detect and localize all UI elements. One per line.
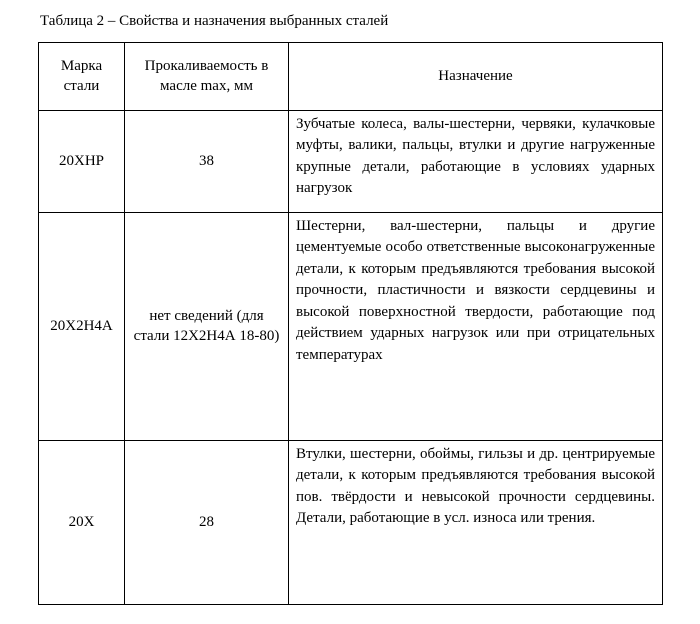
column-header-hardenability: Прокаливаемость в масле max, мм (125, 42, 289, 110)
table-caption: Таблица 2 – Свойства и назначения выбранных сталей (40, 13, 389, 29)
cell-grade: 20Х2Н4А (39, 212, 125, 440)
table-header-row (39, 42, 663, 110)
cell-purpose: Шестерни, вал-шестерни, пальцы и другие цементуемые особо ответственные высоконагруженные детали, к которым предъявляются требования высокой прочности, пластичности и вязкости сердцевины и высокой поверхностной твердости, работающие под действием ударных нагрузок или при отрицательных температурах (289, 212, 663, 440)
column-header-purpose: Назначение (289, 42, 663, 110)
cell-hardenability: нет сведений (для стали 12Х2Н4А 18-80) (125, 212, 289, 440)
cell-hardenability: 28 (125, 440, 289, 604)
cell-hardenability: 38 (125, 110, 289, 212)
column-header-grade: Марка стали (39, 42, 125, 110)
table-row (39, 440, 663, 604)
cell-grade: 20ХНР (39, 110, 125, 212)
table-row (39, 212, 663, 440)
steel-properties-table (38, 42, 663, 605)
cell-grade: 20Х (39, 440, 125, 604)
table-row (39, 110, 663, 212)
cell-purpose: Зубчатые колеса, валы-шестерни, червяки, кулачковые муфты, валики, пальцы, втулки и другие нагруженные крупные детали, работающие в условиях ударных нагрузок (289, 110, 663, 212)
cell-purpose: Втулки, шестерни, обоймы, гильзы и др. центрируемые детали, к которым предъявляются требования высокой пов. твёрдости и невысокой прочности сердцевины. Детали, работающие в усл. износа или трения. (289, 440, 663, 604)
